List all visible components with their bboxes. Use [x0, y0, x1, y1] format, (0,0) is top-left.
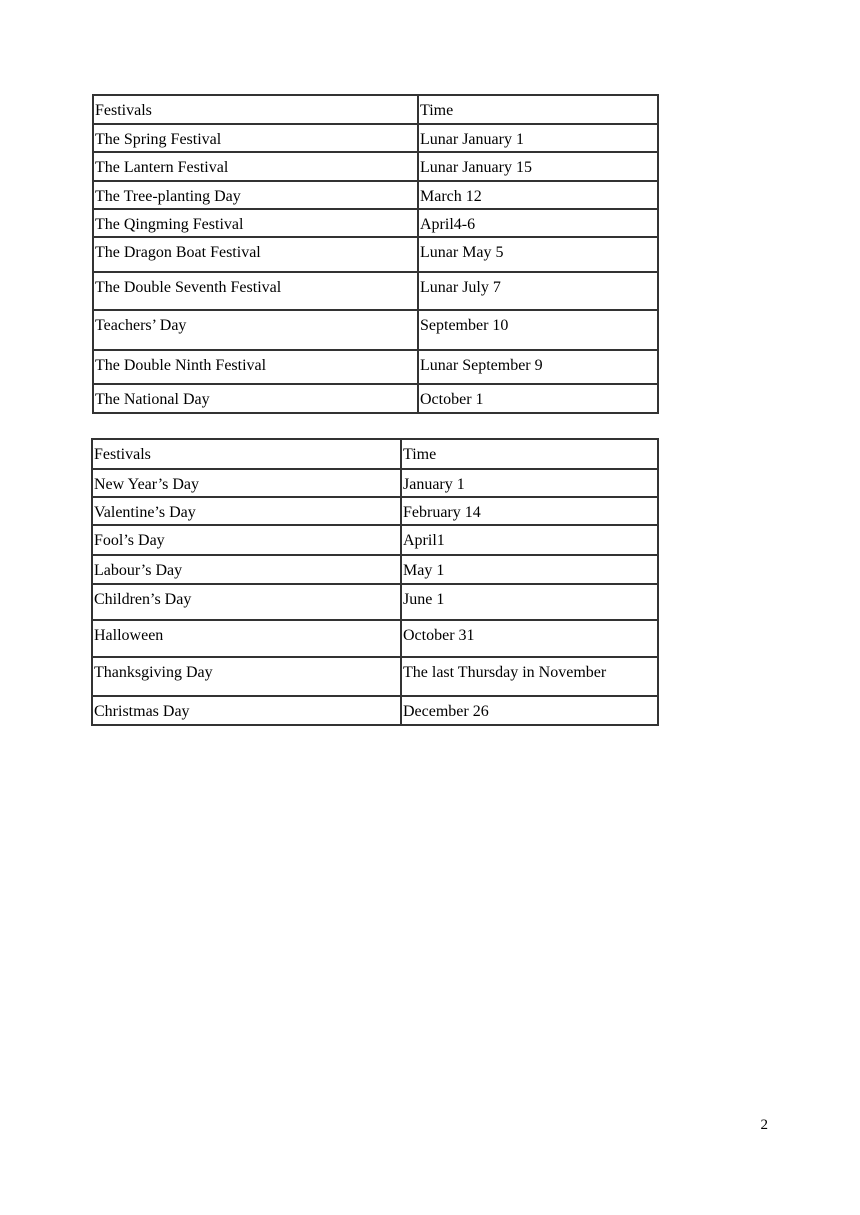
header-festivals: Festivals	[92, 439, 401, 469]
header-festivals: Festivals	[93, 95, 418, 124]
table-header-row	[93, 95, 658, 124]
festival-cell: Halloween	[92, 620, 401, 657]
time-cell: Lunar September 9	[418, 350, 658, 384]
time-cell: The last Thursday in November	[401, 657, 658, 696]
time-cell: Lunar January 1	[418, 124, 658, 152]
table-row	[93, 272, 658, 310]
time-cell: February 14	[401, 497, 658, 525]
festival-cell: The National Day	[93, 384, 418, 413]
time-cell: September 10	[418, 310, 658, 350]
festival-cell: Thanksgiving Day	[92, 657, 401, 696]
table-row	[92, 497, 658, 525]
festival-cell: The Lantern Festival	[93, 152, 418, 181]
table-row	[93, 310, 658, 350]
table-row	[93, 152, 658, 181]
table-row	[93, 181, 658, 209]
table-row	[92, 696, 658, 725]
festival-cell: The Qingming Festival	[93, 209, 418, 237]
table-row	[93, 350, 658, 384]
table-row	[92, 657, 658, 696]
time-cell: Lunar July 7	[418, 272, 658, 310]
table-header-row	[92, 439, 658, 469]
festival-cell: Valentine’s Day	[92, 497, 401, 525]
time-cell: April4-6	[418, 209, 658, 237]
festival-cell: Fool’s Day	[92, 525, 401, 555]
chinese-festivals-table	[92, 94, 659, 414]
header-time: Time	[418, 95, 658, 124]
festival-cell: The Spring Festival	[93, 124, 418, 152]
festival-cell: Labour’s Day	[92, 555, 401, 584]
western-festivals-table	[91, 438, 659, 726]
time-cell: Lunar January 15	[418, 152, 658, 181]
time-cell: Lunar May 5	[418, 237, 658, 272]
time-cell: June 1	[401, 584, 658, 620]
table-row	[92, 469, 658, 497]
festival-cell: The Dragon Boat Festival	[93, 237, 418, 272]
table-row	[92, 584, 658, 620]
time-cell: October 31	[401, 620, 658, 657]
festival-cell: Christmas Day	[92, 696, 401, 725]
table-row	[92, 525, 658, 555]
table-row	[93, 124, 658, 152]
time-cell: March 12	[418, 181, 658, 209]
time-cell: October 1	[418, 384, 658, 413]
table-row	[92, 620, 658, 657]
time-cell: May 1	[401, 555, 658, 584]
festival-cell: The Double Ninth Festival	[93, 350, 418, 384]
table-row	[93, 209, 658, 237]
festival-cell: The Double Seventh Festival	[93, 272, 418, 310]
page-number: 2	[760, 1117, 768, 1133]
time-cell: December 26	[401, 696, 658, 725]
table-row	[93, 237, 658, 272]
festival-cell: New Year’s Day	[92, 469, 401, 497]
festival-cell: Teachers’ Day	[93, 310, 418, 350]
table-row	[93, 384, 658, 413]
time-cell: January 1	[401, 469, 658, 497]
time-cell: April1	[401, 525, 658, 555]
table-row	[92, 555, 658, 584]
header-time: Time	[401, 439, 658, 469]
festival-cell: The Tree-planting Day	[93, 181, 418, 209]
festival-cell: Children’s Day	[92, 584, 401, 620]
